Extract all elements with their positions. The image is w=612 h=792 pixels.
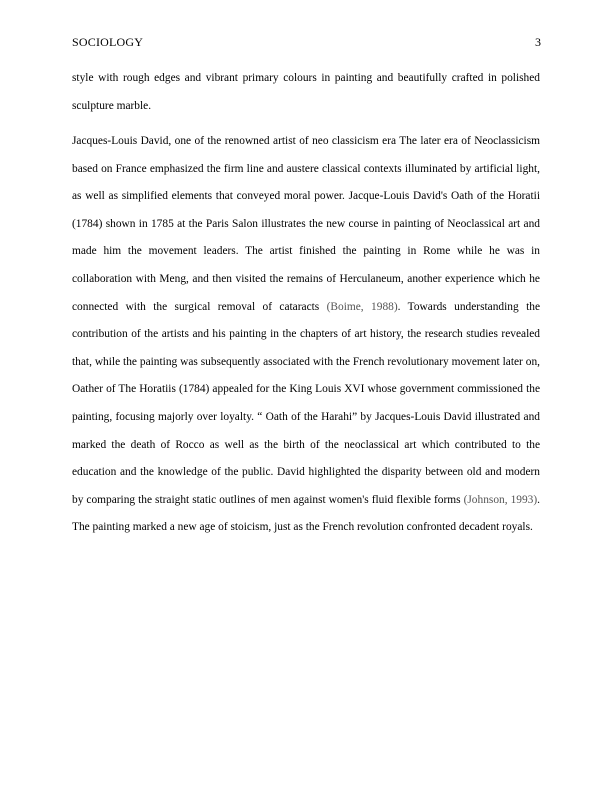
paragraph-2-part-3: . The painting marked a new age of stoicism, just as the French revolution confronted decadent royals. bbox=[72, 493, 540, 534]
paragraph-1 bbox=[72, 65, 540, 120]
citation-boime: (Boime, 1988) bbox=[326, 300, 398, 313]
running-head: SOCIOLOGY bbox=[72, 35, 144, 49]
paragraph-2-text bbox=[72, 128, 540, 542]
paragraph-2 bbox=[72, 128, 540, 542]
paragraph-1-text: style with rough edges and vibrant primary colours in painting and beautifully crafted in polished sculpture marble. bbox=[72, 72, 540, 112]
citation-johnson: (Johnson, 1993) bbox=[463, 493, 538, 506]
page-number: 3 bbox=[535, 35, 541, 49]
paragraph-2-part-2: . Towards understanding the contribution of the artists and his painting in the chapters of art history, the research studies revealed that, while the painting was subsequently associated with the French revolutionary movement later on, Oather of The Horatiis (1784) appealed for the King Louis XVI whose government commissioned the painting, focusing majorly over loyalty. “ Oath of the Harahi” by Jacques-Louis David illustrated and marked the death of Rocco as well as the birth of the neoclassical art which contributed to the education and the knowledge of the public. David highlighted the disparity between old and modern by comparing the straight static outlines of men against women's fluid flexible forms bbox=[72, 300, 540, 506]
paragraph-2-part-1: Jacques-Louis David, one of the renowned artist of neo classicism era The later era of Neoclassicism based on France emphasized the firm line and austere classical contexts illuminated by artificial light, as well as simplified elements that conveyed moral power. Jacque-Louis David's Oath of the Horatii (1784) shown in 1785 at the Paris Salon illustrates the new course in painting of Neoclassical art and made him the movement leaders. The artist finished the painting in Rome while he was in collaboration with Meng, and then visited the remains of Herculaneum, another experience which he connected with the surgical removal of cataracts bbox=[72, 135, 540, 313]
